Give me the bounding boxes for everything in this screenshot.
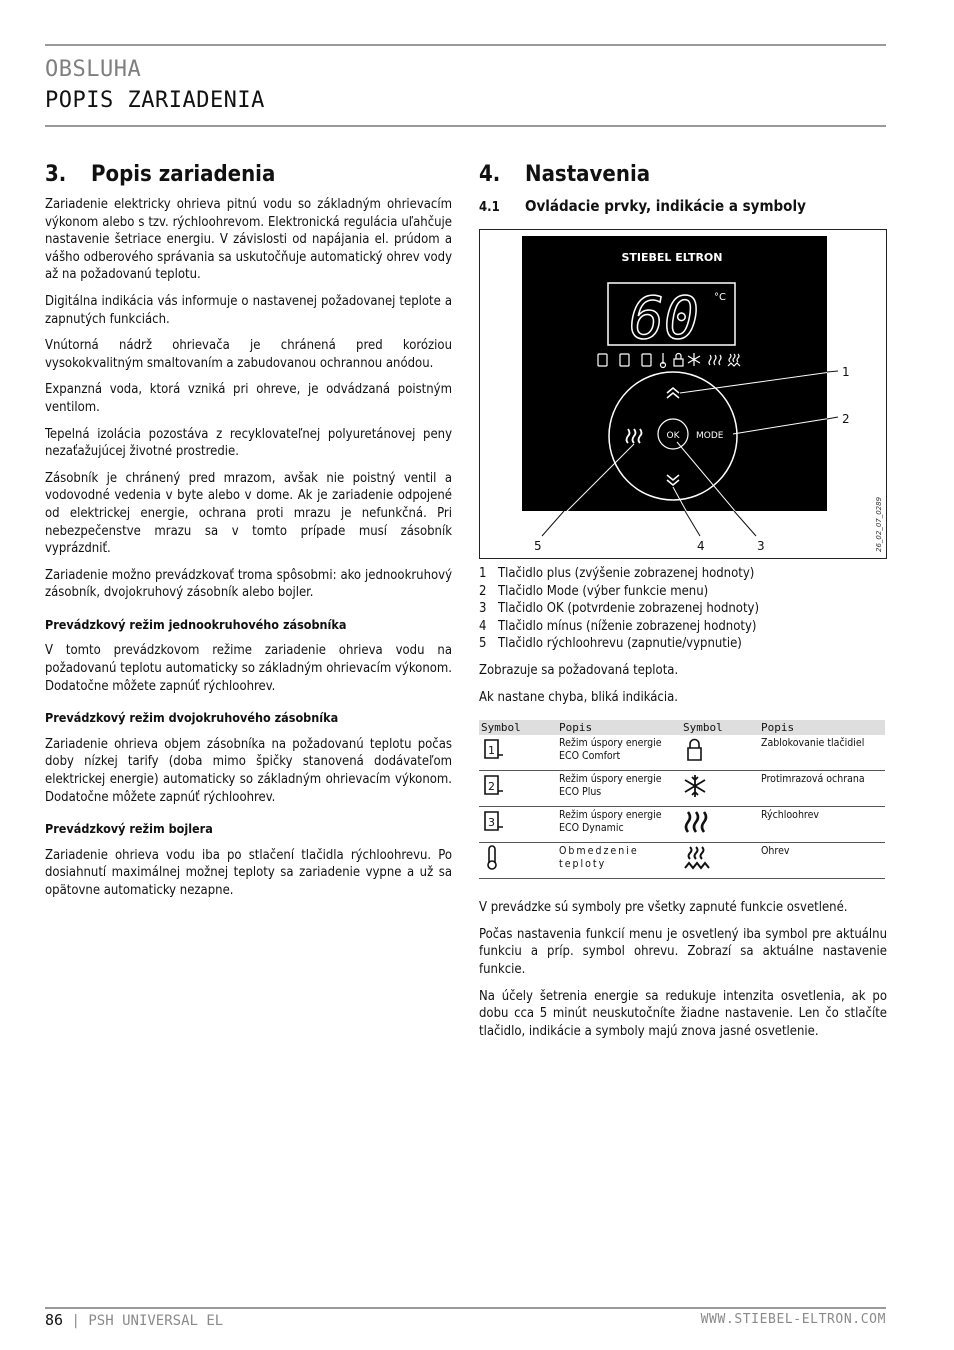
paragraph: Na účely šetrenia energie sa redukuje intenzita osvetlenia, ak po dobu cca 5 minút neuskutočníte žiadne nastavenie. Len čo stlačíte tlačidlo, indikácie a symboly majú znova jasné osvetlenie. xyxy=(479,988,887,1039)
unit-label: °C xyxy=(714,292,726,303)
paragraph: Digitálna indikácia vás informuje o nastavenej požadovanej teplote a zapnutých funkciách. xyxy=(45,293,452,327)
header-section: OBSLUHA xyxy=(45,57,142,82)
list-item: 1 Tlačidlo plus (zvýšenie zobrazenej hodnoty) xyxy=(479,566,755,581)
table-row: 2 Režim úspory energie ECO Plus Protimrazová ochrana xyxy=(479,771,885,807)
paragraph: Zobrazuje sa požadovaná teplota. xyxy=(479,662,679,678)
lock-icon xyxy=(683,737,707,763)
list-item: 5 Tlačidlo rýchloohrevu (zapnutie/vypnutie) xyxy=(479,636,742,652)
tank-3-icon xyxy=(481,809,505,835)
table-row: 1 Režim úspory energie ECO Comfort Zablokovanie tlačidiel xyxy=(479,735,885,771)
button-legend xyxy=(479,565,887,653)
section-4-1-heading: 4.1 Ovládacie prvky, indikácie a symboly xyxy=(479,197,806,215)
snowflake-icon xyxy=(683,773,707,799)
paragraph: V tomto prevádzkovom režime zariadenie ohrieva vodu na požadovanú teplotu automaticky so základným ohrievacím výkonom. Dodatočne môžete zapnúť rýchloohrev. xyxy=(45,643,452,694)
paragraph: Ak nastane chyba, bliká indikácia. xyxy=(479,689,678,705)
paragraph: Vnútorná nádrž ohrievača je chránená pred koróziou vysokokvalitným smaltovaním a zabudovanou ochrannou anódou. xyxy=(45,338,452,371)
mode-button[interactable]: MODE xyxy=(696,431,724,441)
header-page-title: POPIS ZARIADENIA xyxy=(45,88,265,113)
paragraph: Zariadenie ohrieva objem zásobníka na požadovanú teplotu počas doby nízkej tarify (doba mimo špičky stanovená dodávateľom elektrickej energie) automaticky so základným ohrievacím výkonom. Dodatočne môžete zapnúť rýchloohrev. xyxy=(45,736,452,805)
subheading-single-circuit: Prevádzkový režim jednookruhového zásobníka xyxy=(45,616,347,632)
rapid-heat-icon xyxy=(683,809,711,835)
figure-code: 26_02_07_0289 xyxy=(875,496,883,552)
section-4-heading: 4. Nastavenia xyxy=(479,162,651,187)
heating-icon xyxy=(683,845,711,871)
control-panel-figure xyxy=(479,229,887,559)
footer-rule xyxy=(45,1307,886,1309)
list-item: 3 Tlačidlo OK (potvrdenie zobrazenej hodnoty) xyxy=(479,601,760,617)
subheading-boiler: Prevádzkový režim bojlera xyxy=(45,821,213,837)
temperature-display: 60 xyxy=(629,284,699,352)
paragraph: Zariadenie možno prevádzkovať troma spôsobmi: ako jednookruhový zásobník, dvojokruhový zásobník alebo bojler. xyxy=(45,567,452,601)
svg-text:3: 3 xyxy=(488,816,495,830)
panel-background xyxy=(522,236,827,511)
header-bottom-rule xyxy=(45,125,886,127)
list-item: 4 Tlačidlo mínus (níženie zobrazenej hodnoty) xyxy=(479,618,757,634)
tank-1-icon xyxy=(481,737,505,763)
website-url: WWW.STIEBEL-ELTRON.COM xyxy=(700,1312,886,1327)
paragraph: Zariadenie elektricky ohrieva pitnú vodu so základným ohrievacím výkonom alebo s tzv. rýchloohrevom. Elektronická regulácia uľahčuje nastavenie šetriace energiu. V závislosti od napájania el. prúdom a vášho odberového správania sa uskutočňuje automatický ohrev vody až na požadovanú teplotu. xyxy=(45,197,452,283)
ok-label: OK xyxy=(666,431,680,441)
table-row: 3 Režim úspory energie ECO Dynamic Rýchloohrev xyxy=(479,807,885,843)
thermometer-icon xyxy=(481,845,505,871)
brand-logo: STIEBEL ELTRON xyxy=(621,251,723,264)
table-row: Obmedzenie teploty Ohrev xyxy=(479,843,885,879)
section-3-heading: 3. Popis zariadenia xyxy=(45,162,276,187)
subheading-dual-circuit: Prevádzkový režim dvojokruhového zásobníka xyxy=(45,710,339,726)
paragraph: Expanzná voda, ktorá vzniká pri ohreve, je odvádzaná poistným ventilom. xyxy=(45,382,452,415)
table-header-row: Symbol Popis Symbol Popis xyxy=(479,720,885,735)
document-name: PSH UNIVERSAL EL xyxy=(88,1313,224,1329)
callout-2: 2 xyxy=(842,412,850,426)
svg-text:2: 2 xyxy=(488,780,495,794)
symbol-table xyxy=(479,720,885,879)
paragraph: Zariadenie ohrieva vodu iba po stlačení tlačidla rýchloohrevu. Po dosiahnutí maximálnej možnej teploty sa zariadenie vypne a už sa opätovne automaticky nezapne. xyxy=(45,847,452,898)
tank-2-icon xyxy=(481,773,505,799)
footer-left xyxy=(45,1311,223,1329)
callout-5: 5 xyxy=(534,539,542,553)
paragraph: Počas nastavenia funkcií menu je osvetlený iba symbol pre aktuálnu funkciu a príp. symbol ohrevu. Zobrazí sa aktuálne nastavenie funkcie. xyxy=(479,926,887,977)
callout-1: 1 xyxy=(842,365,850,379)
page-number: 86 xyxy=(45,1311,64,1329)
header-top-rule xyxy=(45,44,886,46)
list-item: 2 Tlačidlo Mode (výber funkcie menu) xyxy=(479,583,709,599)
control-panel-drawing xyxy=(480,230,886,558)
callout-3: 3 xyxy=(757,539,765,553)
callout-4: 4 xyxy=(697,539,705,553)
footer-separator: | xyxy=(71,1313,80,1329)
paragraph: Tepelná izolácia pozostáva z recyklovateľnej polyuretánovej peny nezaťažujúcej životné prostredie. xyxy=(45,426,452,460)
paragraph: Zásobník je chránený pred mrazom, avšak nie poistný ventil a vodovodné vedenia v byte alebo v dome. Ak je zariadenie odpojené od elektrickej energie, ochrana proti mrazu je nefunkčná. Pri nebezpečenstve mrazu sa v tomto prípade musí zásobník vyprázdniť. xyxy=(45,470,452,557)
right-column xyxy=(479,160,887,1049)
left-column xyxy=(45,160,452,909)
svg-text:1: 1 xyxy=(488,744,495,758)
paragraph: V prevádzke sú symboly pre všetky zapnuté funkcie osvetlené. xyxy=(479,900,848,916)
